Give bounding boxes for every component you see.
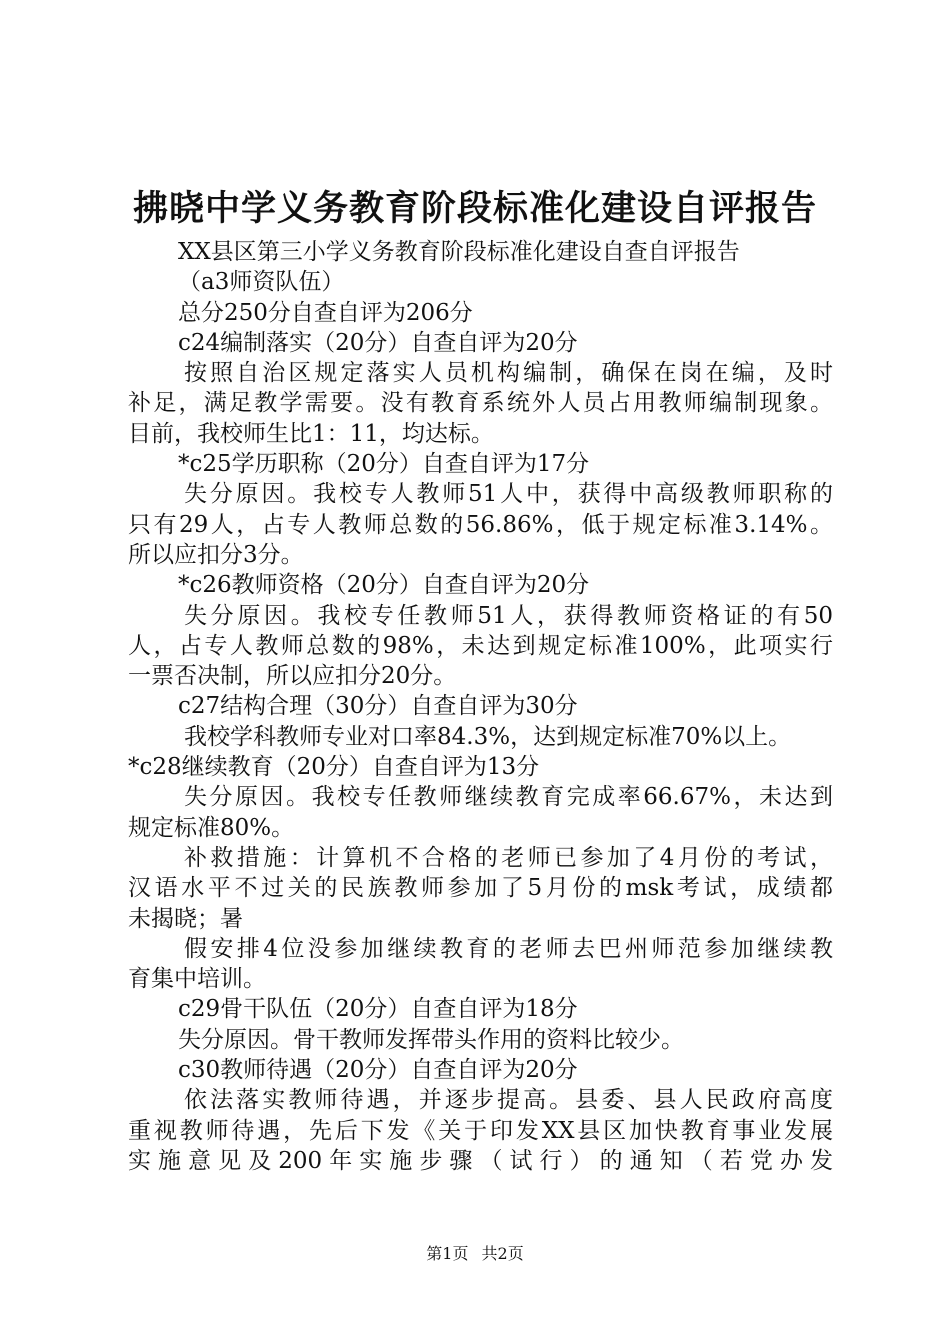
text-line: c29骨干队伍（20分）自查自评为18分 [178, 996, 578, 1023]
text-line: 我校学科教师专业对口率84.3%，达到规定标准70%以上。 [184, 723, 792, 750]
document-title: 拂晓中学义务教育阶段标准化建设自评报告 [132, 189, 817, 229]
text-line: 重视教师待遇，先后下发《关于印发XX县区加快教育事业发展 [128, 1117, 833, 1144]
text-line: 总分250分自查自评为206分 [178, 299, 473, 326]
text-line: 补救措施：计算机不合格的老师已参加了4月份的考试， [184, 844, 833, 871]
text-line: 依法落实教师待遇，并逐步提高。县委、县人民政府高度 [184, 1087, 833, 1114]
text-line: 人，占专人教师总数的98%，未达到规定标准100%，此项实行 [128, 632, 833, 659]
text-line: 按照自治区规定落实人员机构编制，确保在岗在编，及时 [184, 360, 833, 387]
text-line: 目前，我校师生比1：11，均达标。 [128, 420, 494, 447]
text-line: 失分原因。我校专任教师51人，获得教师资格证的有50 [184, 602, 833, 629]
text-line: XX县区第三小学义务教育阶段标准化建设自查自评报告 [178, 239, 740, 265]
text-line: 未揭晓；暑 [128, 905, 243, 932]
text-line: 一票否决制，所以应扣分20分。 [128, 663, 457, 690]
text-line: *c25学历职称（20分）自查自评为17分 [178, 451, 590, 478]
text-line: *c26教师资格（20分）自查自评为20分 [178, 572, 590, 599]
page-count: 共2页 [481, 1244, 524, 1263]
text-line: （a3师资队伍） [178, 269, 345, 296]
text-line: 失分原因。我校专任教师继续教育完成率66.67%，未达到 [184, 784, 833, 811]
text-line: *c28继续教育（20分）自查自评为13分 [128, 754, 540, 781]
text-line: c27结构合理（30分）自查自评为30分 [178, 693, 578, 720]
text-line: 假安排4位没参加继续教育的老师去巴州师范参加继续教 [184, 935, 833, 962]
text-line: 育集中培训。 [128, 966, 266, 993]
text-line: 所以应扣分3分。 [128, 541, 304, 568]
text-line: 规定标准80%。 [128, 814, 295, 841]
page-footer [0, 1242, 950, 1266]
text-line: 汉语水平不过关的民族教师参加了5月份的msk考试，成绩都 [128, 875, 833, 902]
text-line: 失分原因。我校专人教师51人中，获得中高级教师职称的 [184, 481, 833, 508]
text-line: c24编制落实（20分）自查自评为20分 [178, 329, 578, 356]
text-line: 补足，满足教学需要。没有教育系统外人员占用教师编制现象。 [128, 390, 833, 417]
document-body [128, 237, 833, 1176]
text-line: c30教师待遇（20分）自查自评为20分 [178, 1057, 578, 1084]
text-line: 只有29人，占专人教师总数的56.86%，低于规定标准3.14%。 [128, 511, 833, 538]
text-line: 实施意见及200年实施步骤（试行）的通知（若党办发 [128, 1147, 833, 1174]
text-line: 失分原因。骨干教师发挥带头作用的资料比较少。 [178, 1026, 684, 1053]
page-number: 第1页 [426, 1244, 469, 1263]
